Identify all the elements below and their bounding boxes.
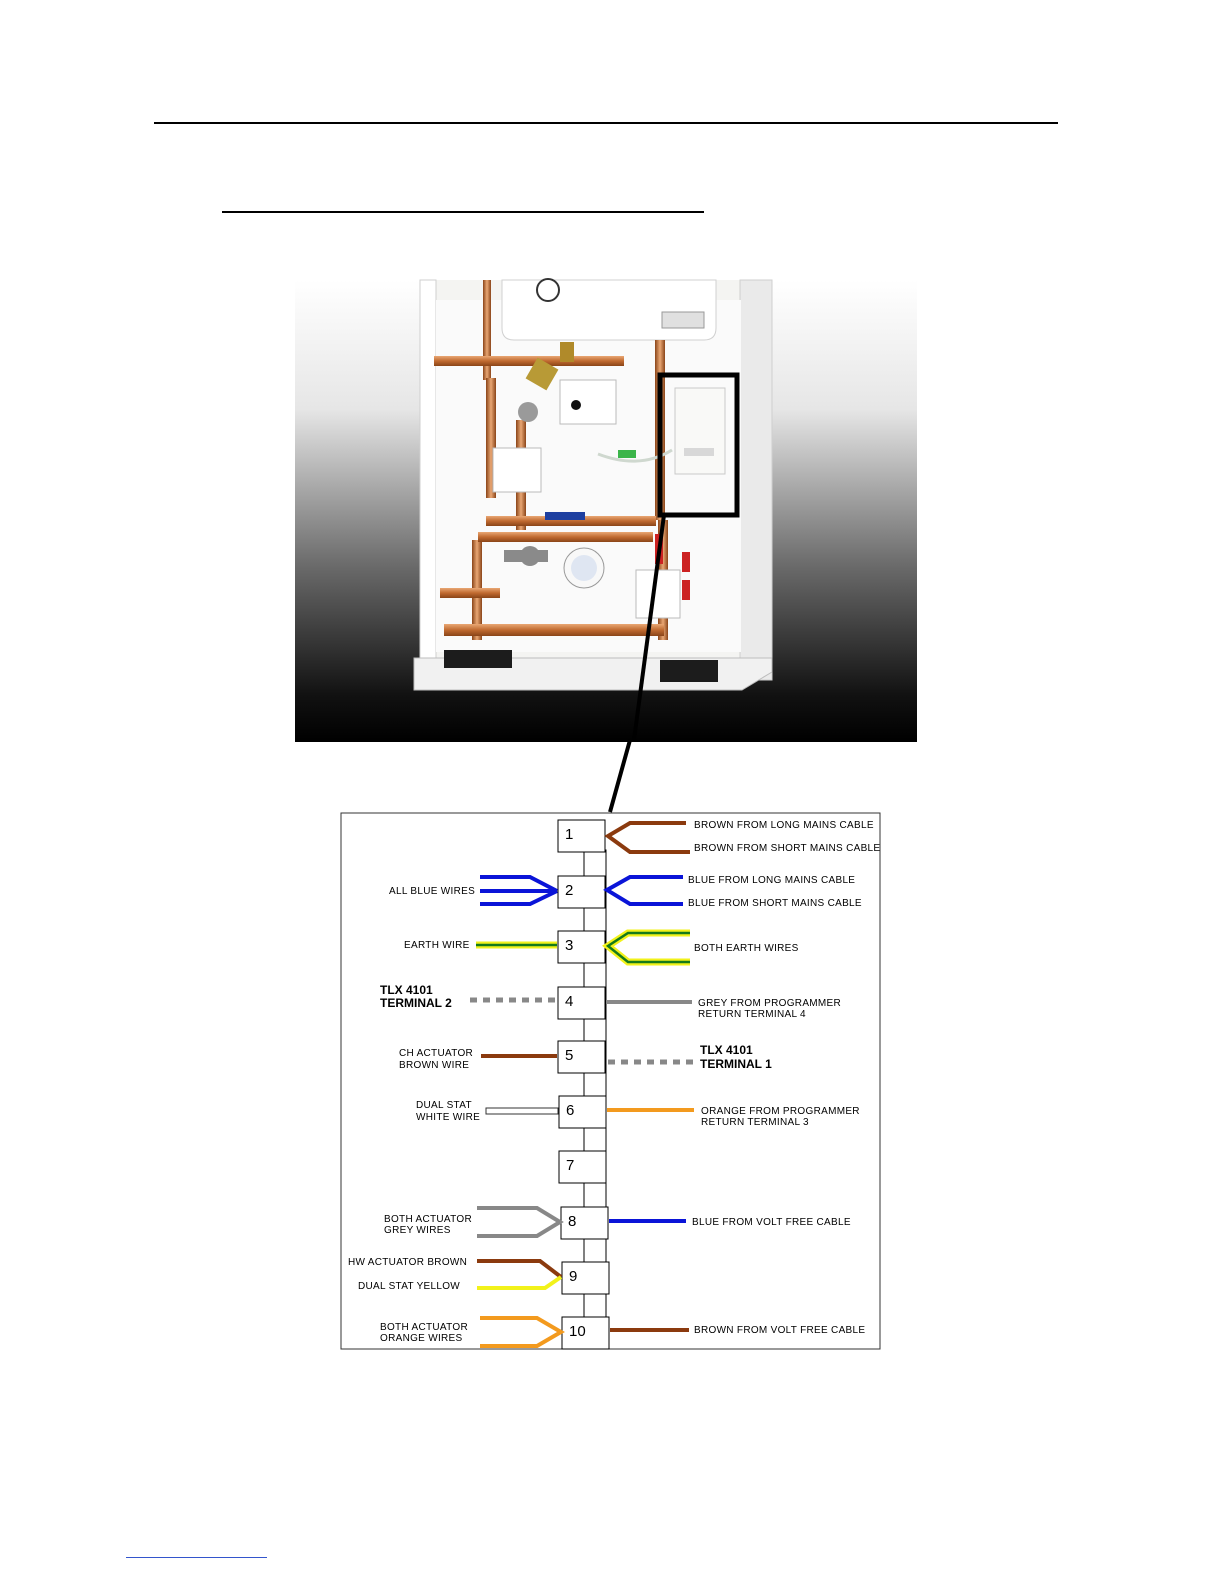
terminal-5-right-label-2: TERMINAL 1: [700, 1057, 772, 1071]
terminal-2-right-label-1: BLUE FROM LONG MAINS CABLE: [688, 875, 856, 886]
terminal-4-number: 4: [565, 993, 574, 1010]
terminal-4-left-label-2: TERMINAL 2: [380, 996, 452, 1010]
terminal-3-right-label: BOTH EARTH WIRES: [694, 943, 799, 954]
terminal-2-left-label: ALL BLUE WIRES: [389, 886, 476, 897]
terminal-9-left-label-2: DUAL STAT YELLOW: [358, 1281, 461, 1292]
terminal-8-right-label: BLUE FROM VOLT FREE CABLE: [692, 1217, 851, 1228]
terminal-4-right-label-1: GREY FROM PROGRAMMER: [698, 998, 842, 1009]
leader-line-upper: [634, 515, 664, 740]
terminal-10-left-label-1: BOTH ACTUATOR: [380, 1322, 468, 1333]
terminal-3-left-label: EARTH WIRE: [404, 940, 470, 951]
terminal-5-left-label-1: CH ACTUATOR: [399, 1048, 474, 1059]
terminal-6-right-label-2: RETURN TERMINAL 3: [701, 1117, 809, 1128]
terminal-6-number: 6: [566, 1102, 575, 1119]
terminal-9-left-label-1: HW ACTUATOR BROWN: [348, 1257, 468, 1268]
terminal-10-number: 10: [569, 1323, 586, 1340]
terminal-8-left-label-1: BOTH ACTUATOR: [384, 1214, 472, 1225]
terminal-10-right-label: BROWN FROM VOLT FREE CABLE: [694, 1325, 866, 1336]
terminal-8-number: 8: [568, 1213, 577, 1230]
terminal-4-left-label-1: TLX 4101: [380, 983, 433, 997]
terminal-1-number: 1: [565, 826, 574, 843]
terminal-4-right-label-2: RETURN TERMINAL 4: [698, 1009, 806, 1020]
terminal-2-right-label-2: BLUE FROM SHORT MAINS CABLE: [688, 898, 862, 909]
terminal-2-number: 2: [565, 882, 574, 899]
terminal-7-number: 7: [566, 1157, 575, 1174]
terminal-1-right-label-1: BROWN FROM LONG MAINS CABLE: [694, 820, 874, 831]
terminal-5-number: 5: [565, 1047, 574, 1064]
leader-line: [610, 740, 630, 812]
terminal-1-right-label-2: BROWN FROM SHORT MAINS CABLE: [694, 843, 881, 854]
terminal-rail: [584, 850, 606, 1320]
terminal-6-left-label-2: WHITE WIRE: [416, 1112, 481, 1123]
terminal-6-left-white-wire: [486, 1108, 558, 1114]
terminal-8-left-label-2: GREY WIRES: [384, 1225, 451, 1236]
terminal-6-right-label-1: ORANGE FROM PROGRAMMER: [701, 1106, 860, 1117]
terminal-9-number: 9: [569, 1268, 578, 1285]
terminal-5-right-label-1: TLX 4101: [700, 1043, 753, 1057]
terminal-3-number: 3: [565, 937, 574, 954]
terminal-10-left-label-2: ORANGE WIRES: [380, 1333, 463, 1344]
terminal-5-left-label-2: BROWN WIRE: [399, 1060, 470, 1071]
terminal-6-left-label-1: DUAL STAT: [416, 1100, 472, 1111]
